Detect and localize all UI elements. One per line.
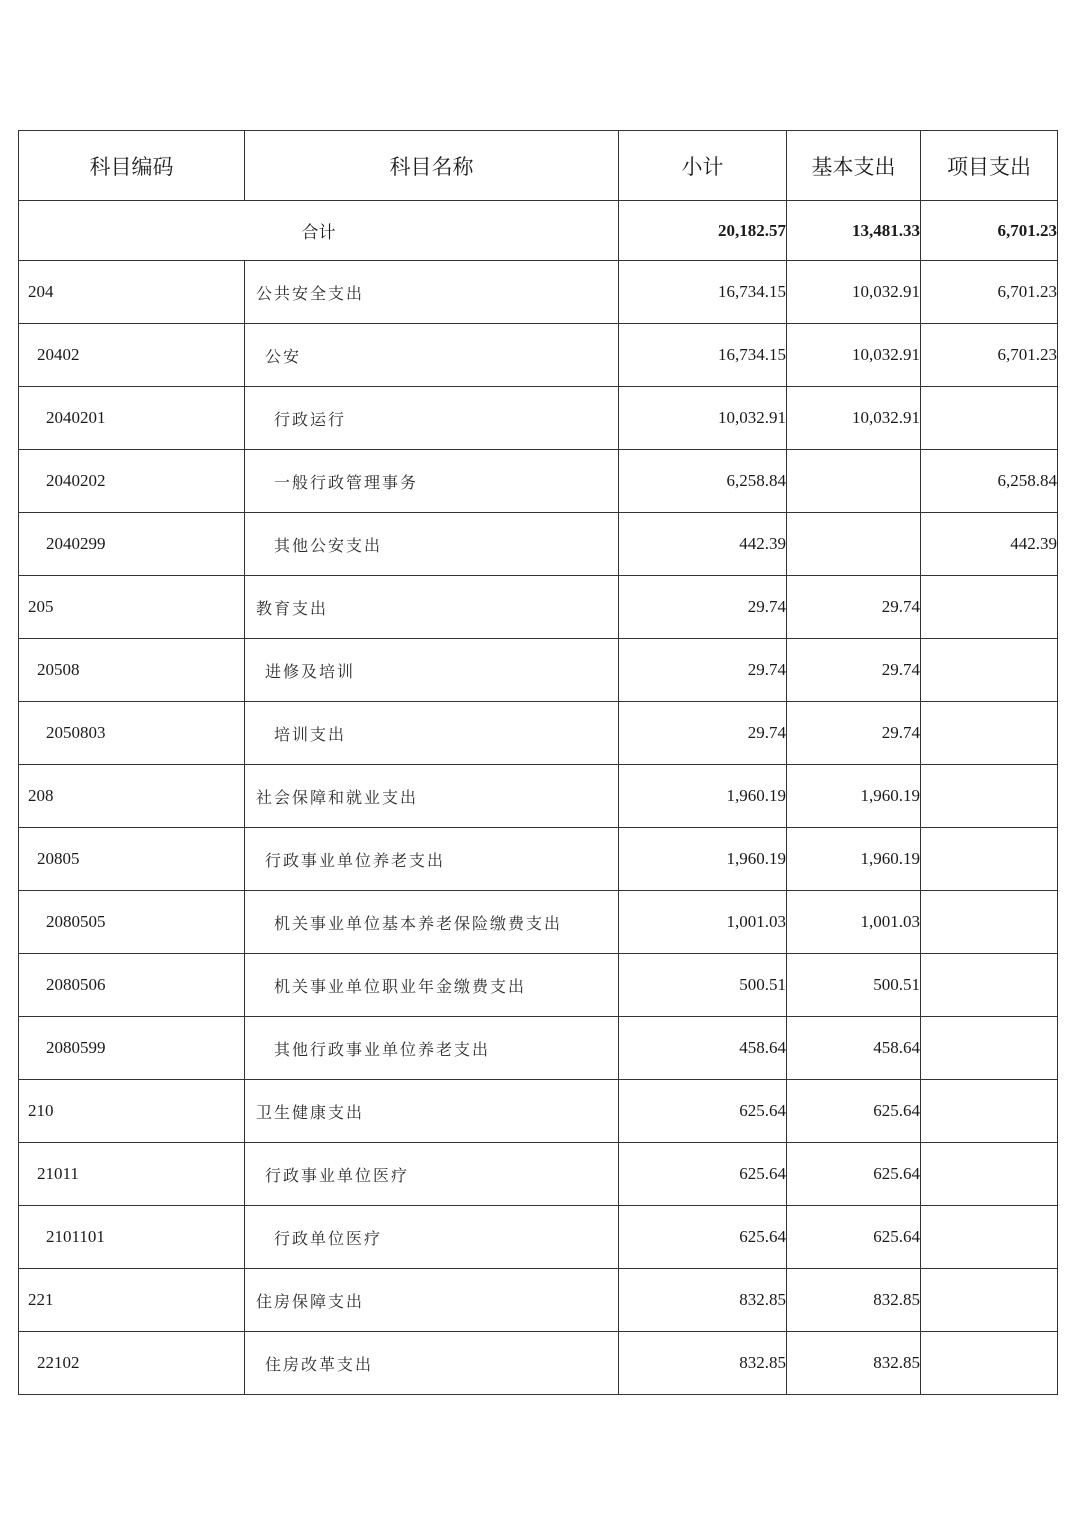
row-code: 210 xyxy=(19,1080,245,1143)
row-project: 442.39 xyxy=(921,513,1058,576)
row-name: 公安 xyxy=(245,324,619,387)
row-subtotal: 29.74 xyxy=(619,639,787,702)
table-row xyxy=(19,450,1058,513)
row-subtotal: 16,734.15 xyxy=(619,324,787,387)
row-subtotal: 625.64 xyxy=(619,1143,787,1206)
row-basic: 625.64 xyxy=(787,1143,921,1206)
row-name: 机关事业单位基本养老保险缴费支出 xyxy=(245,891,619,954)
row-subtotal: 625.64 xyxy=(619,1080,787,1143)
row-name: 行政事业单位养老支出 xyxy=(245,828,619,891)
row-project xyxy=(921,765,1058,828)
row-subtotal: 10,032.91 xyxy=(619,387,787,450)
row-project xyxy=(921,1332,1058,1395)
table-row xyxy=(19,1269,1058,1332)
row-basic: 625.64 xyxy=(787,1206,921,1269)
row-basic: 1,960.19 xyxy=(787,765,921,828)
row-project xyxy=(921,954,1058,1017)
header-subtotal: 小计 xyxy=(619,131,787,201)
row-name: 其他公安支出 xyxy=(245,513,619,576)
row-code: 2050803 xyxy=(19,702,245,765)
table-row xyxy=(19,828,1058,891)
table-row xyxy=(19,1080,1058,1143)
table-row xyxy=(19,1017,1058,1080)
table-row xyxy=(19,1206,1058,1269)
table-row xyxy=(19,954,1058,1017)
total-label: 合计 xyxy=(19,201,619,261)
row-name: 行政运行 xyxy=(245,387,619,450)
table-row xyxy=(19,1143,1058,1206)
row-basic: 10,032.91 xyxy=(787,324,921,387)
row-project xyxy=(921,828,1058,891)
row-project xyxy=(921,1143,1058,1206)
row-project: 6,701.23 xyxy=(921,261,1058,324)
row-basic: 10,032.91 xyxy=(787,261,921,324)
row-basic: 458.64 xyxy=(787,1017,921,1080)
row-basic: 1,960.19 xyxy=(787,828,921,891)
table-row xyxy=(19,1332,1058,1395)
table-row xyxy=(19,702,1058,765)
row-code: 20402 xyxy=(19,324,245,387)
row-name: 行政单位医疗 xyxy=(245,1206,619,1269)
row-name: 住房改革支出 xyxy=(245,1332,619,1395)
budget-expenditure-table xyxy=(18,130,1058,1395)
row-subtotal: 29.74 xyxy=(619,702,787,765)
row-code: 2080599 xyxy=(19,1017,245,1080)
row-project xyxy=(921,1206,1058,1269)
table-row xyxy=(19,261,1058,324)
row-code: 20805 xyxy=(19,828,245,891)
row-subtotal: 1,960.19 xyxy=(619,765,787,828)
row-basic: 1,001.03 xyxy=(787,891,921,954)
row-name: 住房保障支出 xyxy=(245,1269,619,1332)
row-basic: 29.74 xyxy=(787,639,921,702)
table-row xyxy=(19,765,1058,828)
row-project xyxy=(921,576,1058,639)
row-project xyxy=(921,891,1058,954)
total-project: 6,701.23 xyxy=(921,201,1058,261)
row-name: 一般行政管理事务 xyxy=(245,450,619,513)
row-project: 6,701.23 xyxy=(921,324,1058,387)
table-row xyxy=(19,639,1058,702)
row-subtotal: 832.85 xyxy=(619,1269,787,1332)
row-code: 2101101 xyxy=(19,1206,245,1269)
row-basic xyxy=(787,513,921,576)
row-basic: 625.64 xyxy=(787,1080,921,1143)
row-project xyxy=(921,1080,1058,1143)
row-name: 教育支出 xyxy=(245,576,619,639)
header-basic: 基本支出 xyxy=(787,131,921,201)
table-row xyxy=(19,387,1058,450)
row-project xyxy=(921,702,1058,765)
row-code: 22102 xyxy=(19,1332,245,1395)
row-code: 205 xyxy=(19,576,245,639)
row-code: 2040299 xyxy=(19,513,245,576)
header-name: 科目名称 xyxy=(245,131,619,201)
row-subtotal: 458.64 xyxy=(619,1017,787,1080)
row-project xyxy=(921,1017,1058,1080)
row-code: 204 xyxy=(19,261,245,324)
row-name: 机关事业单位职业年金缴费支出 xyxy=(245,954,619,1017)
row-subtotal: 1,960.19 xyxy=(619,828,787,891)
row-basic: 29.74 xyxy=(787,702,921,765)
header-row xyxy=(19,131,1058,201)
row-name: 卫生健康支出 xyxy=(245,1080,619,1143)
row-project: 6,258.84 xyxy=(921,450,1058,513)
row-code: 21011 xyxy=(19,1143,245,1206)
total-subtotal: 20,182.57 xyxy=(619,201,787,261)
table-row xyxy=(19,324,1058,387)
row-name: 培训支出 xyxy=(245,702,619,765)
row-basic xyxy=(787,450,921,513)
total-basic: 13,481.33 xyxy=(787,201,921,261)
row-subtotal: 16,734.15 xyxy=(619,261,787,324)
row-code: 2040202 xyxy=(19,450,245,513)
total-row xyxy=(19,201,1058,261)
row-basic: 10,032.91 xyxy=(787,387,921,450)
table-row xyxy=(19,891,1058,954)
row-subtotal: 1,001.03 xyxy=(619,891,787,954)
row-name: 公共安全支出 xyxy=(245,261,619,324)
header-project: 项目支出 xyxy=(921,131,1058,201)
row-name: 社会保障和就业支出 xyxy=(245,765,619,828)
row-subtotal: 500.51 xyxy=(619,954,787,1017)
row-basic: 832.85 xyxy=(787,1269,921,1332)
row-code: 2080506 xyxy=(19,954,245,1017)
row-subtotal: 625.64 xyxy=(619,1206,787,1269)
row-name: 进修及培训 xyxy=(245,639,619,702)
row-code: 2040201 xyxy=(19,387,245,450)
row-basic: 29.74 xyxy=(787,576,921,639)
row-name: 其他行政事业单位养老支出 xyxy=(245,1017,619,1080)
row-subtotal: 442.39 xyxy=(619,513,787,576)
row-code: 208 xyxy=(19,765,245,828)
row-project xyxy=(921,1269,1058,1332)
row-name: 行政事业单位医疗 xyxy=(245,1143,619,1206)
row-project xyxy=(921,639,1058,702)
table-row xyxy=(19,576,1058,639)
row-code: 20508 xyxy=(19,639,245,702)
row-project xyxy=(921,387,1058,450)
row-code: 221 xyxy=(19,1269,245,1332)
row-basic: 500.51 xyxy=(787,954,921,1017)
row-subtotal: 29.74 xyxy=(619,576,787,639)
row-subtotal: 832.85 xyxy=(619,1332,787,1395)
header-code: 科目编码 xyxy=(19,131,245,201)
row-code: 2080505 xyxy=(19,891,245,954)
row-subtotal: 6,258.84 xyxy=(619,450,787,513)
row-basic: 832.85 xyxy=(787,1332,921,1395)
table-row xyxy=(19,513,1058,576)
